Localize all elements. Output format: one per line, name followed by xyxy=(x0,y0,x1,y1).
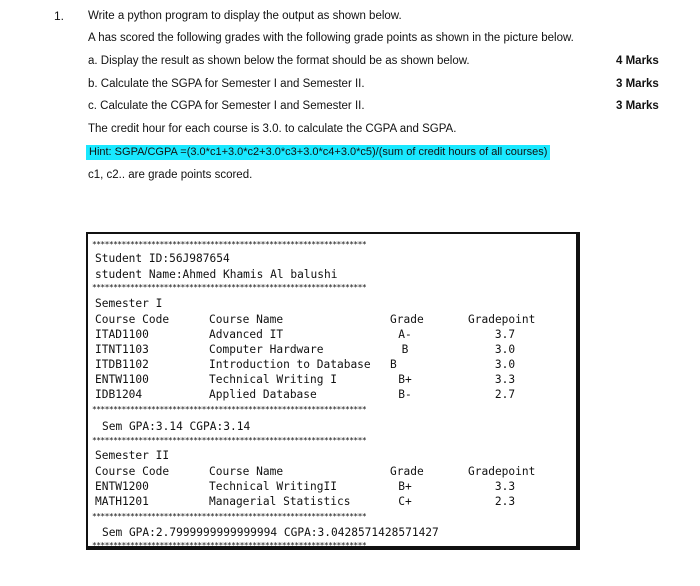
student-name: student Name:Ahmed Khamis Al balushi xyxy=(95,268,338,281)
course-gradepoint: 3.3 xyxy=(494,480,516,493)
semester2-gpa: Sem GPA:2.7999999999999994 CGPA:3.0428571428571427 xyxy=(102,526,439,539)
course-name: Technical WritingII xyxy=(209,480,337,493)
course-grade: B- xyxy=(398,388,412,401)
course-grade: C+ xyxy=(398,495,412,508)
course-name: Advanced IT xyxy=(209,328,284,341)
course-gradepoint: 2.7 xyxy=(494,388,516,401)
task-c-marks: 3 Marks xyxy=(616,100,659,112)
table-row xyxy=(88,327,576,342)
header-course-name: Course Name xyxy=(209,313,284,326)
star-separator: ***************************************************************** xyxy=(92,241,367,249)
course-grade: B+ xyxy=(398,373,412,386)
course-gradepoint: 3.7 xyxy=(494,328,516,341)
course-code: ENTW1200 xyxy=(95,480,149,493)
hint-highlight: Hint: SGPA/CGPA =(3.0*c1+3.0*c2+3.0*c3+3.0*c4+3.0*c5)/(sum of credit hours of all courses) xyxy=(86,145,550,160)
question-title: Write a python program to display the output as shown below. xyxy=(88,10,402,22)
course-gradepoint: 3.0 xyxy=(494,358,516,371)
credit-note: The credit hour for each course is 3.0. to calculate the CGPA and SGPA. xyxy=(88,123,457,135)
table-row xyxy=(88,479,576,494)
semester1-gpa: Sem GPA:3.14 CGPA:3.14 xyxy=(102,420,251,433)
star-separator: ***************************************************************** xyxy=(92,513,367,521)
semester2-title: Semester II xyxy=(95,449,170,462)
table-row xyxy=(88,342,576,357)
semester1-title: Semester I xyxy=(95,297,163,310)
course-grade: B xyxy=(401,343,409,356)
task-a: a. Display the result as shown below the format should be as shown below. xyxy=(88,55,470,67)
course-code: ITDB1102 xyxy=(95,358,149,371)
program-output xyxy=(86,232,580,550)
table-row xyxy=(88,372,576,387)
course-grade: B xyxy=(390,358,397,371)
course-name: Computer Hardware xyxy=(209,343,324,356)
semester1-header-row xyxy=(88,312,576,327)
header-grade: Grade xyxy=(390,465,424,478)
question-intro: A has scored the following grades with the following grade points as shown in the picture below. xyxy=(88,32,574,44)
course-code: IDB1204 xyxy=(95,388,143,401)
grade-note: c1, c2.. are grade points scored. xyxy=(88,169,253,181)
header-grade: Grade xyxy=(390,313,424,326)
semester2-header-row xyxy=(88,464,576,479)
course-name: Managerial Statistics xyxy=(209,495,351,508)
course-code: ENTW1100 xyxy=(95,373,149,386)
header-course-name: Course Name xyxy=(209,465,284,478)
student-id: Student ID:56J987654 xyxy=(95,252,230,265)
course-name: Technical Writing I xyxy=(209,373,337,386)
course-code: ITNT1103 xyxy=(95,343,149,356)
star-separator: ***************************************************************** xyxy=(92,284,367,292)
course-name: Applied Database xyxy=(209,388,317,401)
table-row xyxy=(88,494,576,509)
course-gradepoint: 3.3 xyxy=(494,373,516,386)
task-c: c. Calculate the CGPA for Semester I and Semester II. xyxy=(88,100,365,112)
star-separator: ***************************************************************** xyxy=(92,437,367,445)
task-b: b. Calculate the SGPA for Semester I and Semester II. xyxy=(88,78,365,90)
task-b-marks: 3 Marks xyxy=(616,78,659,90)
table-row xyxy=(88,357,576,372)
task-a-marks: 4 Marks xyxy=(616,55,659,67)
table-row xyxy=(88,387,576,402)
course-grade: B+ xyxy=(398,480,412,493)
course-name: Introduction to Database xyxy=(209,358,371,371)
question-number: 1. xyxy=(54,9,65,23)
course-code: ITAD1100 xyxy=(95,328,149,341)
header-gradepoint: Gradepoint xyxy=(468,465,536,478)
course-gradepoint: 2.3 xyxy=(494,495,516,508)
header-course-code: Course Code xyxy=(95,313,170,326)
star-separator: ***************************************************************** xyxy=(92,406,367,414)
course-gradepoint: 3.0 xyxy=(494,343,516,356)
course-code: MATH1201 xyxy=(95,495,149,508)
course-grade: A- xyxy=(398,328,412,341)
star-separator: ***************************************************************** xyxy=(92,542,367,550)
header-course-code: Course Code xyxy=(95,465,170,478)
header-gradepoint: Gradepoint xyxy=(468,313,536,326)
